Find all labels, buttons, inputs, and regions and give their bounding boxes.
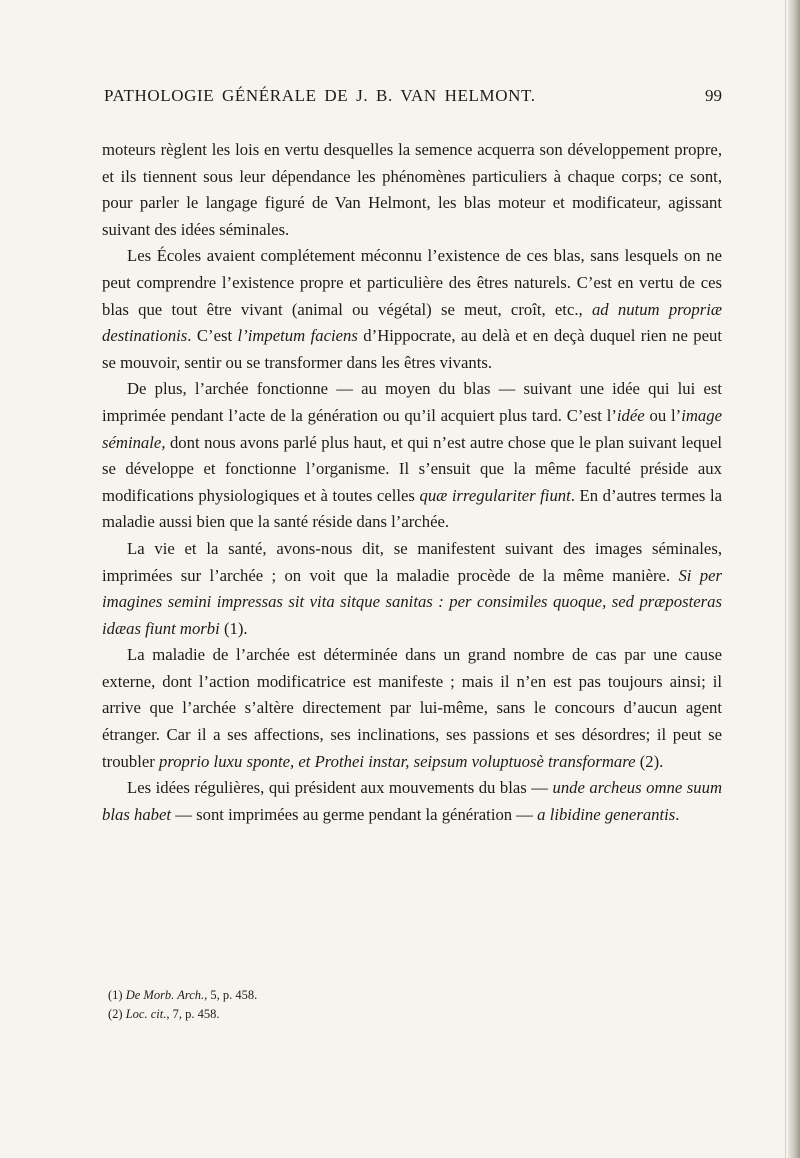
footnotes	[108, 986, 668, 1024]
text-run: La maladie de l’archée est déterminée dans un grand nombre de cas par une cause externe, dont l’action modificatrice est manifeste ; mais il n’en est pas toujours ainsi; il arrive que l’archée s’altère directement par lui-même, sans le concours d’aucun agent étranger. Car il a ses affections, ses inclinations, ses passions et ses désordres; il peut se troubler	[102, 645, 722, 771]
paragraph	[102, 536, 722, 642]
text-run: dont nous avons parlé plus haut, et qui n’est autre chose que le plan suivant lequel se développe et fonctionne l’organisme. Il s’ensuit que la même faculté préside aux modifications physiologiques et à toutes celles	[102, 432, 722, 505]
latin-quotation: unde archeus omne suum blas habet	[102, 778, 722, 824]
book-gutter-edge	[788, 0, 800, 1158]
page-number: 99	[705, 86, 722, 105]
paragraph	[102, 243, 722, 376]
latin-quotation: idée	[616, 405, 645, 425]
latin-quotation: proprio luxu sponte, et Prothei instar, seipsum voluptuosè transformare	[159, 751, 636, 771]
footnote-citation: De Morb. Arch.	[125, 988, 205, 1002]
latin-quotation: l’impetum faciens	[237, 326, 358, 346]
paragraph	[102, 376, 722, 536]
page-edge-line	[785, 0, 786, 1158]
text-run: ou l’	[644, 405, 682, 425]
latin-quotation: ad nutum propriæ destinationis	[102, 299, 722, 346]
text-run: (1).	[219, 618, 248, 638]
text-run: La vie et la santé, avons-nous dit, se manifestent suivant des images séminales, imprimées sur l’archée ; on voit que la maladie procède de la même manière.	[102, 538, 722, 585]
paragraph	[102, 642, 722, 775]
latin-quotation: a libidine generantis	[537, 804, 676, 824]
latin-quotation: quæ irregulariter fiunt	[419, 485, 571, 505]
footnote-locator: , 5, p. 458.	[204, 988, 258, 1002]
text-run: — sont imprimées au germe pendant la génération —	[171, 804, 538, 824]
footnote	[108, 1005, 668, 1024]
footnote-mark: (2)	[108, 1007, 126, 1021]
footnote-locator: , 7, p. 458.	[166, 1007, 220, 1021]
running-head: PATHOLOGIE GÉNÉRALE DE J. B. VAN HELMONT.	[104, 86, 536, 105]
text-run: Les Écoles avaient complétement méconnu l’existence de ces blas, sans lesquels on ne peut comprendre l’existence propre et particulière des êtres naturels. C’est en vertu de ces blas que tout être vivant (animal ou végétal) se meut, croît, etc.,	[102, 246, 722, 319]
footnote-mark: (1)	[108, 988, 126, 1002]
text-run: De plus, l’archée fonctionne — au moyen du blas — suivant une idée qui lui est imprimée pendant l’acte de la génération ou qu’il acquiert plus tard. C’est l’	[102, 379, 722, 425]
text-run: .	[675, 804, 680, 824]
latin-quotation: image séminale,	[102, 405, 722, 452]
paragraph	[102, 775, 722, 828]
text-run: moteurs règlent les lois en vertu desquelles la semence acquerra son développement propre, et ils tiennent sous leur dépendance les phénomènes particuliers à chaque corps; ce sont, pour parler le langage figuré de Van Helmont, les blas moteur et modificateur, agissant suivant des idées séminales.	[102, 140, 722, 239]
paragraph	[102, 137, 722, 243]
footnote	[108, 986, 668, 1005]
text-run: Les idées régulières, qui président aux mouvements du blas —	[127, 778, 553, 798]
latin-quotation: Si per imagines semini impressas sit vita sitque sanitas : per consimiles quoque, sed præposteras idæas fiunt morbi	[102, 565, 722, 638]
text-run: . C’est	[187, 326, 238, 346]
text-run: . En d’autres termes la maladie aussi bien que la santé réside dans l’archée.	[102, 485, 722, 532]
text-run: d’Hippocrate, au delà et en deçà duquel rien ne peut se mouvoir, sentir ou se transformer dans les êtres vivants.	[102, 326, 722, 372]
text-run: (2).	[635, 751, 664, 771]
body-text	[102, 137, 722, 828]
page-header	[102, 86, 722, 110]
footnote-citation: Loc. cit.	[125, 1007, 167, 1021]
